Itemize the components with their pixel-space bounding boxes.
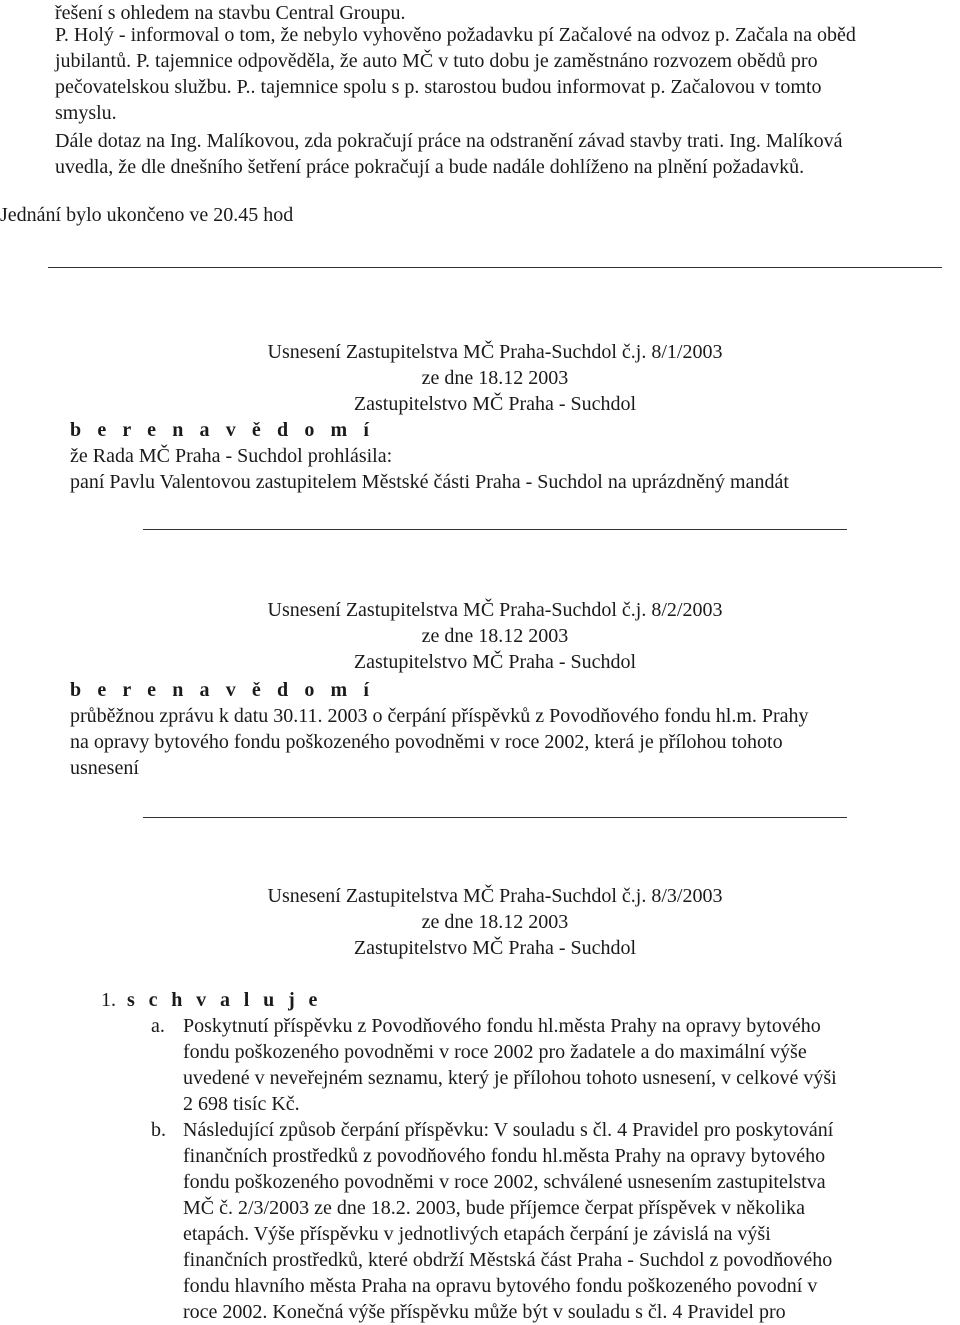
resolution-body: Zastupitelstvo MČ Praha - Suchdol xyxy=(353,393,637,415)
item-line: MČ č. 2/3/2003 ze dne 18.2. 2003, bude příjemce čerpat příspěvek v několika xyxy=(183,1197,806,1219)
resolution-date: ze dne 18.12 2003 xyxy=(421,625,569,647)
item-line: finančních prostředků z povodňového fondu hl.města Prahy na opravy bytového xyxy=(183,1145,826,1167)
intro-line: jubilantů. P. tajemnice odpověděla, že auto MČ v tuto dobu je zaměstnáno rozvozem obědů pro xyxy=(55,50,818,72)
item-line: fondu poškozeného povodněmi v roce 2002 pro žadatele a do maximální výše xyxy=(183,1041,807,1063)
resolution-body: Zastupitelstvo MČ Praha - Suchdol xyxy=(353,937,637,959)
item-label: a. xyxy=(151,1015,165,1037)
point-number: 1. xyxy=(101,989,116,1011)
resolution-text: průběžnou zprávu k datu 30.11. 2003 o čerpání příspěvků z Povodňového fondu hl.m. Prahy xyxy=(70,705,809,727)
intro-line: řešení s ohledem na stavbu Central Groupu. xyxy=(55,2,406,24)
divider xyxy=(143,817,847,818)
item-line: Poskytnutí příspěvku z Povodňového fondu hl.města Prahy na opravy bytového xyxy=(183,1015,821,1037)
point-action: s c h v a l u j e xyxy=(127,989,322,1011)
divider xyxy=(48,267,942,268)
resolution-title: Usnesení Zastupitelstva MČ Praha-Suchdol č.j. 8/1/2003 xyxy=(267,341,723,363)
resolution-text: na opravy bytového fondu poškozeného povodněmi v roce 2002, která je přílohou tohoto xyxy=(70,731,783,753)
resolution-title: Usnesení Zastupitelstva MČ Praha-Suchdol č.j. 8/3/2003 xyxy=(267,885,723,907)
resolution-action: b e r e n a v ě d o m í xyxy=(70,679,375,701)
resolution-date: ze dne 18.12 2003 xyxy=(421,911,569,933)
item-line: 2 698 tisíc Kč. xyxy=(183,1093,300,1115)
item-line: Následující způsob čerpání příspěvku: V souladu s čl. 4 Pravidel pro poskytování xyxy=(183,1119,834,1141)
intro-line: pečovatelskou službu. P.. tajemnice spolu s p. starostou budou informovat p. Začalovou v tomto xyxy=(55,76,822,98)
resolution-date: ze dne 18.12 2003 xyxy=(421,367,569,389)
divider xyxy=(143,529,847,530)
item-line: fondu poškozeného povodněmi v roce 2002, schválené usnesením zastupitelstva xyxy=(183,1171,826,1193)
resolution-text: že Rada MČ Praha - Suchdol prohlásila: xyxy=(70,445,393,467)
resolution-action: b e r e n a v ě d o m í xyxy=(70,419,375,441)
resolution-text: usnesení xyxy=(70,757,139,779)
item-line: etapách. Výše příspěvku v jednotlivých etapách čerpání je závislá na výši xyxy=(183,1223,771,1245)
intro-line: uvedla, že dle dnešního šetření práce pokračují a bude nadále dohlíženo na plnění požadavků. xyxy=(55,156,805,178)
resolution-title: Usnesení Zastupitelstva MČ Praha-Suchdol č.j. 8/2/2003 xyxy=(267,599,723,621)
intro-line: P. Holý - informoval o tom, že nebylo vyhověno požadavku pí Začalové na odvoz p. Začala na oběd xyxy=(55,24,856,46)
resolution-text: paní Pavlu Valentovou zastupitelem Městské části Praha - Suchdol na uprázdněný mandát xyxy=(70,471,789,493)
item-line: finančních prostředků, které obdrží Městská část Praha - Suchdol z povodňového xyxy=(183,1249,833,1271)
closing-line: Jednání bylo ukončeno ve 20.45 hod xyxy=(0,204,294,226)
item-line: uvedené v neveřejném seznamu, který je přílohou tohoto usnesení, v celkové výši xyxy=(183,1067,837,1089)
intro-line: smyslu. xyxy=(55,102,117,124)
item-line: roce 2002. Konečná výše příspěvku může být v souladu s čl. 4 Pravidel pro xyxy=(183,1301,786,1323)
item-label: b. xyxy=(151,1119,166,1141)
resolution-body: Zastupitelstvo MČ Praha - Suchdol xyxy=(353,651,637,673)
item-line: fondu hlavního města Praha na opravu bytového fondu poškozeného povodní v xyxy=(183,1275,818,1297)
intro-line: Dále dotaz na Ing. Malíkovou, zda pokračují práce na odstranění závad stavby trati. Ing. Malíková xyxy=(55,130,843,152)
